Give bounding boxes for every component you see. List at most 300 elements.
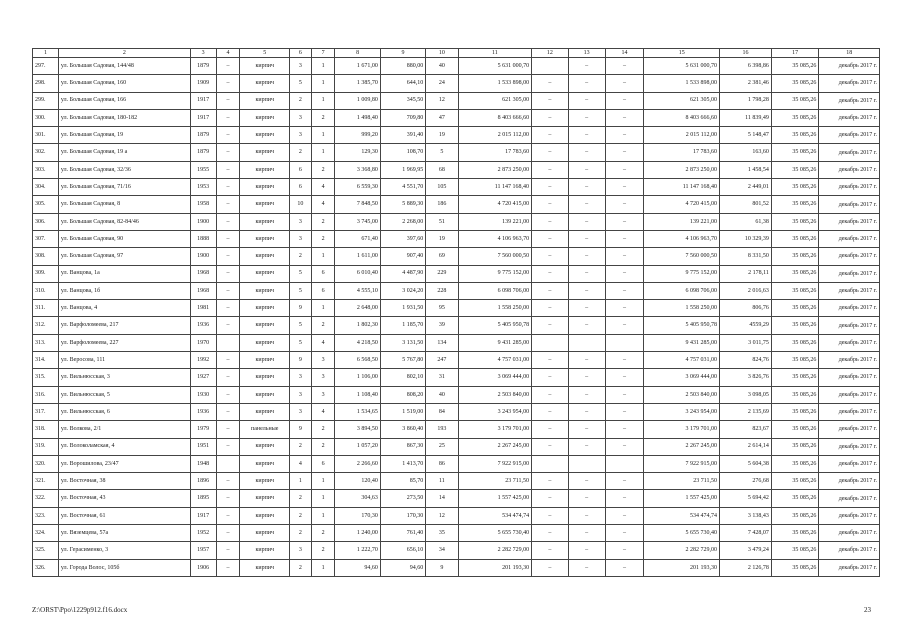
table-row — [33, 352, 880, 369]
table-cell-col-7: 2 — [311, 213, 335, 230]
table-cell-col-6: 3 — [290, 542, 312, 559]
table-cell-col-13 — [568, 455, 605, 472]
table-cell-col-15: 534 474,74 — [644, 507, 720, 524]
table-cell-col-10: 105 — [426, 179, 458, 196]
table-cell-col-3: 1927 — [190, 369, 216, 386]
table-row — [33, 109, 880, 126]
table-cell-col-10: 31 — [426, 369, 458, 386]
table-cell-col-14: – — [605, 248, 644, 265]
table-cell-col-13: – — [568, 490, 605, 507]
column-number-13: 13 — [568, 49, 605, 58]
table-cell-col-2: ул. Города Волос, 105б — [58, 559, 190, 576]
table-cell-col-13: – — [568, 473, 605, 490]
table-cell-col-10: 39 — [426, 317, 458, 334]
table-cell-col-10: 51 — [426, 213, 458, 230]
table-cell-col-13: – — [568, 352, 605, 369]
table-cell-col-3: 1895 — [190, 490, 216, 507]
table-cell-col-18: декабрь 2017 г. — [819, 438, 880, 455]
table-cell-col-10: 228 — [426, 282, 458, 299]
table-cell-col-2: ул. Большая Садовая, 32/36 — [58, 161, 190, 178]
table-cell-col-17: 35 085,26 — [771, 300, 819, 317]
table-cell-col-2: ул. Большая Садовая, 97 — [58, 248, 190, 265]
table-cell-col-14: – — [605, 386, 644, 403]
table-cell-col-16: 2 178,11 — [720, 265, 772, 282]
table-cell-col-14: – — [605, 92, 644, 109]
table-cell-col-3: 1968 — [190, 282, 216, 299]
table-cell-col-7: 3 — [311, 386, 335, 403]
table-cell-col-1: 321. — [33, 473, 59, 490]
table-row — [33, 230, 880, 247]
table-cell-col-6: 9 — [290, 300, 312, 317]
table-cell-col-12: – — [532, 403, 569, 420]
table-cell-col-18: декабрь 2017 г. — [819, 265, 880, 282]
table-cell-col-5: кирпич — [240, 369, 290, 386]
table-cell-col-11: 2 282 729,00 — [458, 542, 531, 559]
table-cell-col-14: – — [605, 352, 644, 369]
table-cell-col-18: декабрь 2017 г. — [819, 455, 880, 472]
table-cell-col-16: 8 331,50 — [720, 248, 772, 265]
table-cell-col-2: ул. Вильнюсская, 6 — [58, 403, 190, 420]
column-number-18: 18 — [819, 49, 880, 58]
table-cell-col-6: 5 — [290, 282, 312, 299]
table-cell-col-12 — [532, 334, 569, 351]
table-cell-col-3: 1952 — [190, 525, 216, 542]
table-cell-col-5: кирпич — [240, 179, 290, 196]
table-cell-col-12: – — [532, 421, 569, 438]
table-cell-col-5: кирпич — [240, 144, 290, 161]
table-cell-col-2: ул. Восточная, 43 — [58, 490, 190, 507]
table-cell-col-10: 186 — [426, 196, 458, 213]
table-cell-col-12: – — [532, 317, 569, 334]
table-cell-col-4: – — [216, 386, 240, 403]
table-cell-col-17: 35 085,26 — [771, 386, 819, 403]
table-cell-col-10: 5 — [426, 144, 458, 161]
table-cell-col-11: 2 015 112,00 — [458, 127, 531, 144]
table-cell-col-8: 3 368,80 — [335, 161, 380, 178]
table-cell-col-16: 3 826,76 — [720, 369, 772, 386]
table-cell-col-11: 11 147 168,40 — [458, 179, 531, 196]
table-cell-col-16: 4559,29 — [720, 317, 772, 334]
table-cell-col-9: 1 931,50 — [380, 300, 425, 317]
table-cell-col-4: – — [216, 196, 240, 213]
table-cell-col-9: 397,60 — [380, 230, 425, 247]
table-cell-col-13: – — [568, 213, 605, 230]
table-cell-col-9: 1 519,00 — [380, 403, 425, 420]
table-cell-col-8: 6 559,30 — [335, 179, 380, 196]
table-cell-col-5: кирпич — [240, 455, 290, 472]
table-cell-col-3: 1900 — [190, 248, 216, 265]
table-row — [33, 507, 880, 524]
table-cell-col-4: – — [216, 369, 240, 386]
table-cell-col-1: 299. — [33, 92, 59, 109]
table-cell-col-18: декабрь 2017 г. — [819, 542, 880, 559]
table-cell-col-14: – — [605, 213, 644, 230]
table-cell-col-4: – — [216, 92, 240, 109]
table-cell-col-14: – — [605, 109, 644, 126]
table-cell-col-3: 1981 — [190, 300, 216, 317]
table-cell-col-12: – — [532, 507, 569, 524]
table-cell-col-5: кирпич — [240, 542, 290, 559]
column-number-8: 8 — [335, 49, 380, 58]
table-cell-col-11: 9 431 285,00 — [458, 334, 531, 351]
table-cell-col-13: – — [568, 265, 605, 282]
table-cell-col-2: ул. Веросова, 111 — [58, 352, 190, 369]
table-cell-col-18: декабрь 2017 г. — [819, 525, 880, 542]
table-cell-col-15: 4 757 031,00 — [644, 352, 720, 369]
column-number-12: 12 — [532, 49, 569, 58]
table-cell-col-17: 35 085,26 — [771, 109, 819, 126]
table-cell-col-9: 656,10 — [380, 542, 425, 559]
table-cell-col-6: 4 — [290, 455, 312, 472]
table-cell-col-5: кирпич — [240, 196, 290, 213]
table-cell-col-6: 9 — [290, 421, 312, 438]
table-cell-col-18: декабрь 2017 г. — [819, 248, 880, 265]
table-cell-col-11: 3 069 444,00 — [458, 369, 531, 386]
table-cell-col-16: 7 428,07 — [720, 525, 772, 542]
table-cell-col-18: декабрь 2017 г. — [819, 92, 880, 109]
table-cell-col-9: 1 969,95 — [380, 161, 425, 178]
table-cell-col-6: 3 — [290, 58, 312, 75]
column-number-17: 17 — [771, 49, 819, 58]
table-cell-col-5: кирпич — [240, 127, 290, 144]
table-cell-col-12: – — [532, 109, 569, 126]
table-cell-col-10: 40 — [426, 58, 458, 75]
table-cell-col-8: 671,40 — [335, 230, 380, 247]
table-cell-col-13: – — [568, 230, 605, 247]
table-cell-col-5: кирпич — [240, 75, 290, 92]
table-cell-col-1: 300. — [33, 109, 59, 126]
table-cell-col-2: ул. Большая Садовая, 19 — [58, 127, 190, 144]
column-number-3: 3 — [190, 49, 216, 58]
table-cell-col-17: 35 085,26 — [771, 559, 819, 576]
table-cell-col-16: 2 135,69 — [720, 403, 772, 420]
table-cell-col-7: 2 — [311, 525, 335, 542]
table-cell-col-16: 2 449,01 — [720, 179, 772, 196]
column-number-10: 10 — [426, 49, 458, 58]
table-cell-col-9: 1 413,70 — [380, 455, 425, 472]
table-cell-col-17: 35 085,26 — [771, 317, 819, 334]
table-cell-col-16: 2 016,63 — [720, 282, 772, 299]
table-cell-col-12: – — [532, 127, 569, 144]
table-cell-col-10: 35 — [426, 525, 458, 542]
table-cell-col-5: кирпич — [240, 282, 290, 299]
table-cell-col-18: декабрь 2017 г. — [819, 300, 880, 317]
table-cell-col-15: 5 655 730,40 — [644, 525, 720, 542]
table-cell-col-9: 880,00 — [380, 58, 425, 75]
table-cell-col-6: 2 — [290, 144, 312, 161]
table-cell-col-15: 23 711,50 — [644, 473, 720, 490]
table-cell-col-12: – — [532, 265, 569, 282]
table-cell-col-8: 1 106,00 — [335, 369, 380, 386]
table-cell-col-4: – — [216, 473, 240, 490]
table-cell-col-6: 5 — [290, 75, 312, 92]
table-row — [33, 317, 880, 334]
table-cell-col-15: 1 533 898,00 — [644, 75, 720, 92]
table-cell-col-16: 823,67 — [720, 421, 772, 438]
table-cell-col-11: 1 533 898,00 — [458, 75, 531, 92]
table-cell-col-1: 313. — [33, 334, 59, 351]
table-cell-col-11: 3 179 701,00 — [458, 421, 531, 438]
table-cell-col-12: – — [532, 230, 569, 247]
table-cell-col-11: 5 655 730,40 — [458, 525, 531, 542]
table-cell-col-16: 11 839,49 — [720, 109, 772, 126]
table-cell-col-15: 621 305,00 — [644, 92, 720, 109]
table-cell-col-4 — [216, 455, 240, 472]
table-cell-col-1: 314. — [33, 352, 59, 369]
footer-file-path: Z:\ORST\Ppo\1229p912.f16.docx — [32, 606, 128, 614]
table-cell-col-7: 6 — [311, 455, 335, 472]
table-cell-col-18: декабрь 2017 г. — [819, 127, 880, 144]
table-cell-col-11: 534 474,74 — [458, 507, 531, 524]
table-cell-col-7: 4 — [311, 179, 335, 196]
table-cell-col-14: – — [605, 75, 644, 92]
table-cell-col-7: 1 — [311, 507, 335, 524]
table-cell-col-15: 3 179 701,00 — [644, 421, 720, 438]
table-cell-col-4: – — [216, 58, 240, 75]
table-cell-col-15: 1 558 250,00 — [644, 300, 720, 317]
table-cell-col-9: 808,20 — [380, 386, 425, 403]
table-cell-col-7: 1 — [311, 127, 335, 144]
table-cell-col-17: 35 085,26 — [771, 525, 819, 542]
table-cell-col-18: декабрь 2017 г. — [819, 58, 880, 75]
table-cell-col-12: – — [532, 196, 569, 213]
table-cell-col-7: 2 — [311, 438, 335, 455]
table-cell-col-11: 4 720 415,00 — [458, 196, 531, 213]
table-cell-col-7: 1 — [311, 58, 335, 75]
table-cell-col-8: 3 894,50 — [335, 421, 380, 438]
table-cell-col-7: 2 — [311, 109, 335, 126]
table-cell-col-2: ул. Герасименко, 3 — [58, 542, 190, 559]
table-cell-col-7: 3 — [311, 352, 335, 369]
table-cell-col-9: 170,30 — [380, 507, 425, 524]
table-cell-col-16: 1 798,28 — [720, 92, 772, 109]
table-cell-col-3: 1917 — [190, 92, 216, 109]
table-cell-col-2: ул. Варфоломеева, 227 — [58, 334, 190, 351]
table-cell-col-6: 2 — [290, 507, 312, 524]
table-cell-col-5: кирпич — [240, 403, 290, 420]
table-cell-col-1: 318. — [33, 421, 59, 438]
table-cell-col-4: – — [216, 75, 240, 92]
table-cell-col-17: 35 085,26 — [771, 161, 819, 178]
table-cell-col-5: кирпич — [240, 109, 290, 126]
table-cell-col-4: – — [216, 403, 240, 420]
table-cell-col-9: 2 268,00 — [380, 213, 425, 230]
table-cell-col-10: 19 — [426, 230, 458, 247]
table-cell-col-17: 35 085,26 — [771, 403, 819, 420]
table-cell-col-10: 193 — [426, 421, 458, 438]
table-cell-col-15: 4 720 415,00 — [644, 196, 720, 213]
table-cell-col-9: 345,50 — [380, 92, 425, 109]
table-cell-col-12: – — [532, 144, 569, 161]
table-cell-col-3: 1970 — [190, 334, 216, 351]
table-cell-col-11: 17 783,60 — [458, 144, 531, 161]
table-cell-col-1: 323. — [33, 507, 59, 524]
table-cell-col-3: 1896 — [190, 473, 216, 490]
table-cell-col-17: 35 085,26 — [771, 230, 819, 247]
table-cell-col-13: – — [568, 161, 605, 178]
table-cell-col-8: 1 534,65 — [335, 403, 380, 420]
table-cell-col-10: 229 — [426, 265, 458, 282]
table-cell-col-14: – — [605, 507, 644, 524]
table-cell-col-9: 802,10 — [380, 369, 425, 386]
table-cell-col-17: 35 085,26 — [771, 213, 819, 230]
table-cell-col-15: 5 405 950,78 — [644, 317, 720, 334]
table-cell-col-13: – — [568, 525, 605, 542]
table-cell-col-18: декабрь 2017 г. — [819, 334, 880, 351]
table-cell-col-10: 19 — [426, 127, 458, 144]
table-cell-col-14: – — [605, 300, 644, 317]
table-cell-col-6: 2 — [290, 248, 312, 265]
table-cell-col-11: 4 106 963,70 — [458, 230, 531, 247]
table-cell-col-18: декабрь 2017 г. — [819, 559, 880, 576]
table-cell-col-1: 305. — [33, 196, 59, 213]
table-cell-col-6: 2 — [290, 559, 312, 576]
table-cell-col-4: – — [216, 542, 240, 559]
table-cell-col-5: кирпич — [240, 317, 290, 334]
table-cell-col-12: – — [532, 248, 569, 265]
table-cell-col-6: 5 — [290, 265, 312, 282]
table-cell-col-10: 14 — [426, 490, 458, 507]
table-cell-col-9: 94,60 — [380, 559, 425, 576]
table-cell-col-17: 35 085,26 — [771, 473, 819, 490]
table-cell-col-9: 1 185,70 — [380, 317, 425, 334]
table-row — [33, 542, 880, 559]
table-cell-col-15: 8 403 666,60 — [644, 109, 720, 126]
table-cell-col-15: 7 560 000,50 — [644, 248, 720, 265]
table-cell-col-15: 3 069 444,00 — [644, 369, 720, 386]
table-cell-col-5: кирпич — [240, 386, 290, 403]
table-cell-col-1: 303. — [33, 161, 59, 178]
column-number-6: 6 — [290, 49, 312, 58]
table-cell-col-6: 3 — [290, 213, 312, 230]
table-cell-col-4: – — [216, 507, 240, 524]
table-cell-col-9: 4 551,70 — [380, 179, 425, 196]
table-cell-col-17: 35 085,26 — [771, 369, 819, 386]
table-cell-col-16: 5 148,47 — [720, 127, 772, 144]
table-cell-col-7: 2 — [311, 317, 335, 334]
table-cell-col-1: 309. — [33, 265, 59, 282]
table-cell-col-9: 3 131,50 — [380, 334, 425, 351]
table-cell-col-7: 1 — [311, 248, 335, 265]
table-cell-col-15: 2 282 729,00 — [644, 542, 720, 559]
table-row — [33, 127, 880, 144]
table-cell-col-6: 6 — [290, 161, 312, 178]
table-cell-col-17: 35 085,26 — [771, 438, 819, 455]
table-cell-col-7: 6 — [311, 265, 335, 282]
table-cell-col-18: декабрь 2017 г. — [819, 144, 880, 161]
table-cell-col-4: – — [216, 179, 240, 196]
table-row — [33, 369, 880, 386]
table-cell-col-15: 17 783,60 — [644, 144, 720, 161]
table-cell-col-5: кирпич — [240, 161, 290, 178]
table-cell-col-6: 5 — [290, 317, 312, 334]
table-cell-col-8: 170,30 — [335, 507, 380, 524]
table-cell-col-17: 35 085,26 — [771, 144, 819, 161]
table-cell-col-11: 2 873 250,00 — [458, 161, 531, 178]
table-cell-col-2: ул. Большая Садовая, 166 — [58, 92, 190, 109]
table-cell-col-17: 35 085,26 — [771, 127, 819, 144]
table-cell-col-7: 1 — [311, 559, 335, 576]
table-cell-col-15: 6 098 706,00 — [644, 282, 720, 299]
table-cell-col-15: 9 431 285,00 — [644, 334, 720, 351]
table-cell-col-14: – — [605, 490, 644, 507]
table-cell-col-2: ул. Волкова, 2/1 — [58, 421, 190, 438]
table-cell-col-17: 35 085,26 — [771, 265, 819, 282]
table-cell-col-13: – — [568, 403, 605, 420]
table-cell-col-6: 3 — [290, 230, 312, 247]
table-cell-col-18: декабрь 2017 г. — [819, 179, 880, 196]
table-cell-col-17: 35 085,26 — [771, 75, 819, 92]
table-cell-col-14: – — [605, 421, 644, 438]
table-cell-col-1: 307. — [33, 230, 59, 247]
table-cell-col-1: 326. — [33, 559, 59, 576]
table-cell-col-12: – — [532, 179, 569, 196]
table-row — [33, 213, 880, 230]
table-cell-col-16: 806,76 — [720, 300, 772, 317]
table-cell-col-4: – — [216, 109, 240, 126]
table-cell-col-15: 7 922 915,00 — [644, 455, 720, 472]
table-row — [33, 438, 880, 455]
table-cell-col-10: 11 — [426, 473, 458, 490]
table-cell-col-3: 1948 — [190, 455, 216, 472]
table-cell-col-3: 1879 — [190, 58, 216, 75]
table-row — [33, 58, 880, 75]
table-cell-col-18: декабрь 2017 г. — [819, 421, 880, 438]
table-cell-col-8: 129,30 — [335, 144, 380, 161]
table-cell-col-2: ул. Ванцова, 1б — [58, 282, 190, 299]
table-cell-col-4: – — [216, 525, 240, 542]
table-row — [33, 300, 880, 317]
table-cell-col-14: – — [605, 58, 644, 75]
table-cell-col-4: – — [216, 213, 240, 230]
table-cell-col-4: – — [216, 230, 240, 247]
table-row — [33, 265, 880, 282]
table-cell-col-18: декабрь 2017 г. — [819, 317, 880, 334]
table-cell-col-5: кирпич — [240, 265, 290, 282]
table-cell-col-18: декабрь 2017 г. — [819, 161, 880, 178]
table-cell-col-13: – — [568, 421, 605, 438]
table-cell-col-13: – — [568, 196, 605, 213]
column-number-1: 1 — [33, 49, 59, 58]
table-cell-col-11: 1 558 250,00 — [458, 300, 531, 317]
table-cell-col-12: – — [532, 542, 569, 559]
table-cell-col-7: 2 — [311, 161, 335, 178]
column-number-14: 14 — [605, 49, 644, 58]
table-cell-col-7: 3 — [311, 369, 335, 386]
table-cell-col-11: 4 757 031,00 — [458, 352, 531, 369]
table-cell-col-3: 1900 — [190, 213, 216, 230]
table-cell-col-11: 8 403 666,60 — [458, 109, 531, 126]
table-cell-col-3: 1917 — [190, 507, 216, 524]
table-cell-col-10: 86 — [426, 455, 458, 472]
column-number-4: 4 — [216, 49, 240, 58]
table-cell-col-13: – — [568, 300, 605, 317]
table-cell-col-10: 134 — [426, 334, 458, 351]
table-cell-col-1: 301. — [33, 127, 59, 144]
table-cell-col-5: кирпич — [240, 507, 290, 524]
table-cell-col-7: 1 — [311, 75, 335, 92]
table-row — [33, 403, 880, 420]
table-row — [33, 282, 880, 299]
table-cell-col-1: 320. — [33, 455, 59, 472]
table-cell-col-1: 302. — [33, 144, 59, 161]
table-cell-col-13: – — [568, 127, 605, 144]
table-cell-col-7: 4 — [311, 334, 335, 351]
table-cell-col-9: 3 024,20 — [380, 282, 425, 299]
table-cell-col-10: 69 — [426, 248, 458, 265]
table-cell-col-16: 3 138,43 — [720, 507, 772, 524]
table-cell-col-1: 298. — [33, 75, 59, 92]
